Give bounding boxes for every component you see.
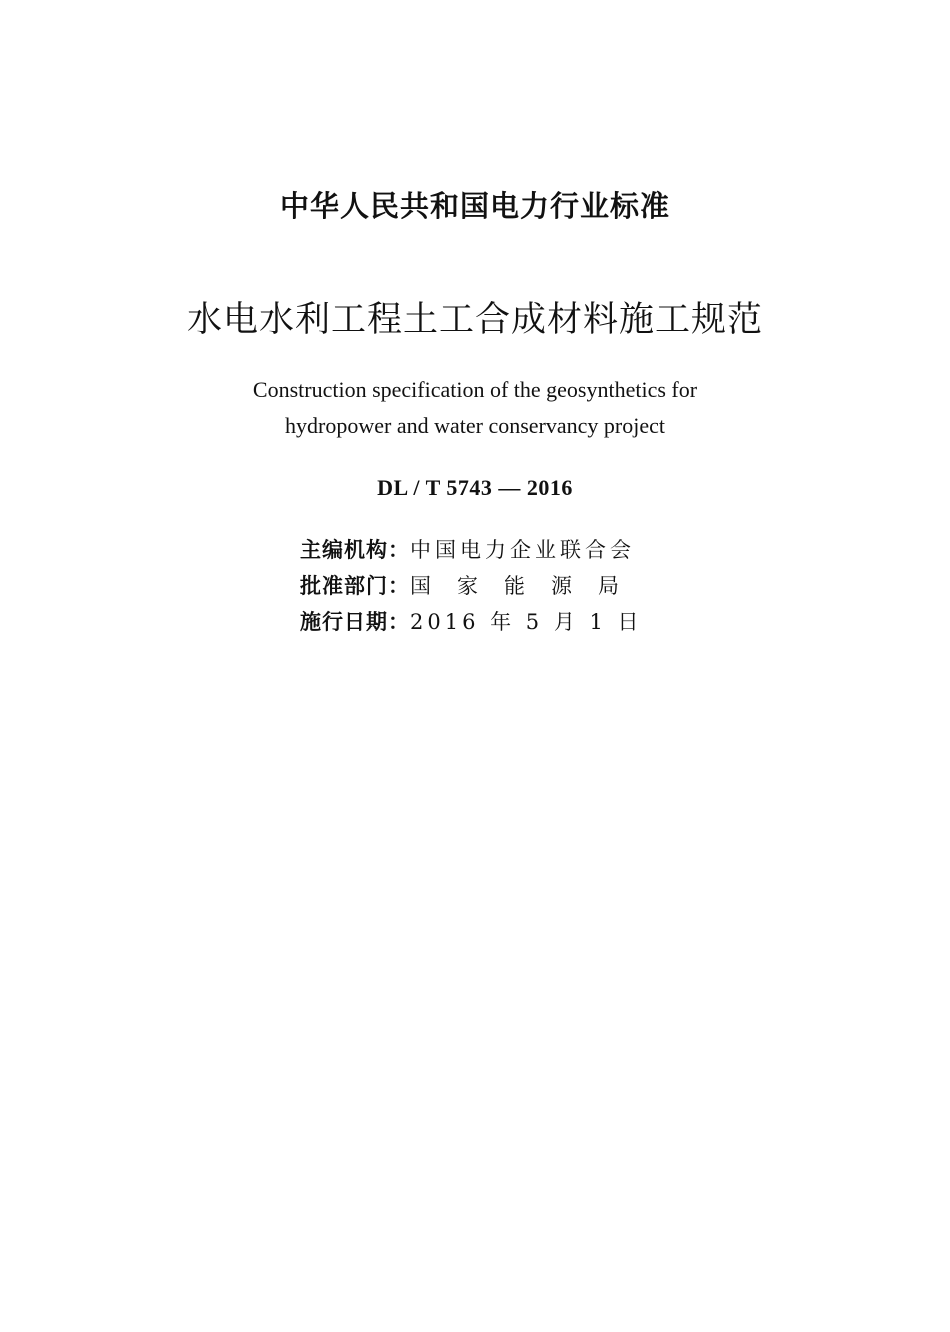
approver-value: 国家能源局 <box>410 574 645 598</box>
editor-value: 中国电力企业联合会 <box>410 538 635 562</box>
standard-code: DL / T 5743 — 2016 <box>377 475 573 500</box>
standard-type-heading: 中华人民共和国电力行业标准 <box>279 189 670 223</box>
title-chinese: 水电水利工程土工合成材料施工规范 <box>186 300 763 340</box>
publication-info <box>300 532 720 640</box>
approver-label: 批准部门： <box>300 574 410 598</box>
date-label: 施行日期： <box>300 610 410 634</box>
date-value: 2016 年 5 月 1 日 <box>410 610 643 634</box>
title-english-line-2: hydropower and water conservancy project <box>285 413 665 438</box>
title-english-line-1: Construction specification of the geosynthetics for <box>252 377 698 402</box>
title-english <box>0 372 950 444</box>
editor-row <box>300 532 720 568</box>
approver-row <box>300 568 720 604</box>
editor-label: 主编机构： <box>300 538 410 562</box>
date-row <box>300 604 720 640</box>
